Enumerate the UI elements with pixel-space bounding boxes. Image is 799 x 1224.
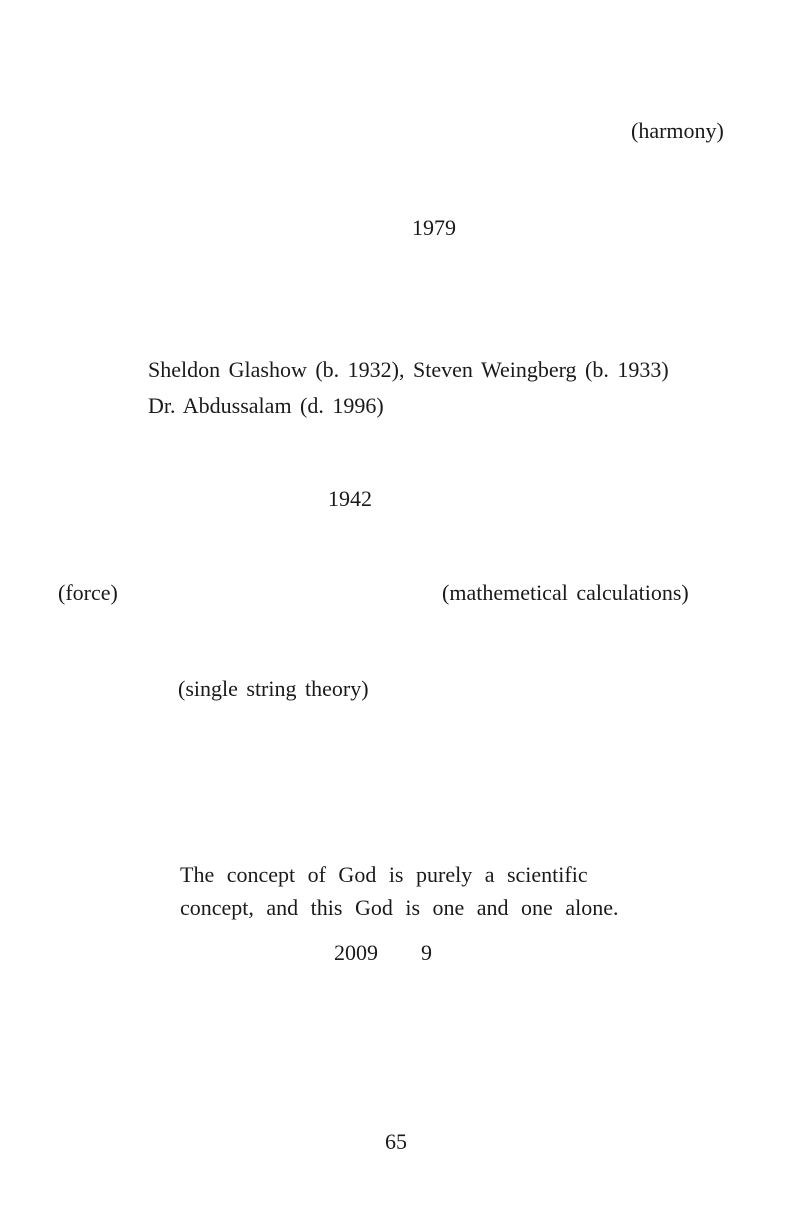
term-harmony: (harmony) bbox=[631, 118, 724, 143]
year-1979: 1979 bbox=[412, 215, 456, 240]
date-number: 9 bbox=[421, 940, 432, 965]
quote-line-2: concept, and this God is one and one alone. bbox=[180, 895, 619, 920]
term-mathematical-calculations: (mathemetical calculations) bbox=[442, 580, 689, 605]
names-line-1: Sheldon Glashow (b. 1932), Steven Weingberg (b. 1933) bbox=[148, 357, 669, 382]
term-force: (force) bbox=[58, 580, 118, 605]
term-single-string-theory: (single string theory) bbox=[178, 676, 369, 701]
quote-line-1: The concept of God is purely a scientific bbox=[180, 862, 588, 887]
page-number: 65 bbox=[385, 1129, 407, 1154]
date-year: 2009 bbox=[334, 940, 378, 965]
names-line-2: Dr. Abdussalam (d. 1996) bbox=[148, 393, 384, 418]
year-1942: 1942 bbox=[328, 486, 372, 511]
